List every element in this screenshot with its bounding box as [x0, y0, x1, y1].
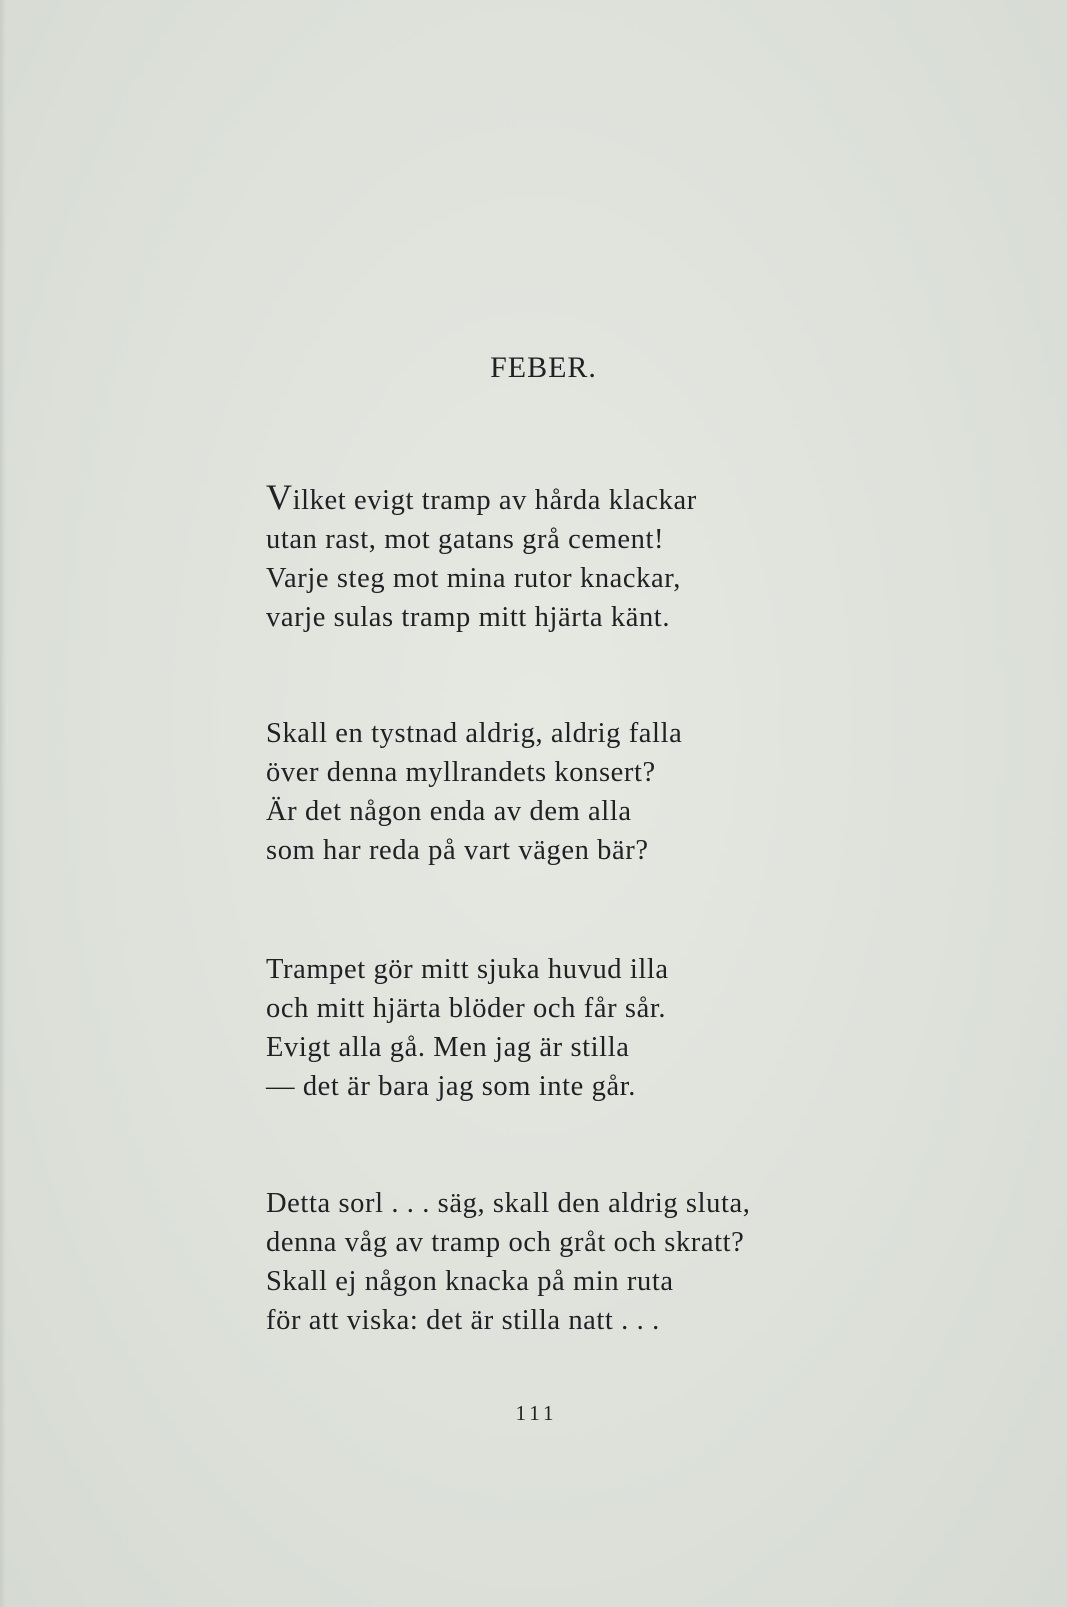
stanza-2: [266, 714, 682, 870]
stanza-1: [266, 478, 697, 637]
stanza-3: [266, 950, 669, 1106]
poem-title-text: FEBER.: [490, 351, 597, 384]
poem-line: Skall ej någon knacka på min ruta: [266, 1266, 674, 1297]
poem-line: varje sulas tramp mitt hjärta känt.: [266, 602, 671, 633]
poem-line: för att viska: det är stilla natt . . .: [266, 1305, 660, 1336]
poem-title: [0, 348, 1067, 388]
poem-line: som har reda på vart vägen bär?: [266, 835, 649, 866]
poem-line: över denna myllrandets konsert?: [266, 757, 656, 788]
poem-line: denna våg av tramp och gråt och skratt?: [266, 1227, 745, 1258]
poem-line: [266, 478, 697, 520]
poem-line: utan rast, mot gatans grå cement!: [266, 524, 665, 555]
poem-line: Är det någon enda av dem alla: [266, 796, 632, 827]
poem-line: — det är bara jag som inte går.: [266, 1071, 636, 1102]
page-number: [0, 1398, 1067, 1428]
poem-line: Detta sorl . . . säg, skall den aldrig sluta,: [266, 1188, 751, 1219]
stanza-4: [266, 1184, 751, 1340]
poem-line: Skall en tystnad aldrig, aldrig falla: [266, 718, 683, 749]
poem-line: och mitt hjärta blöder och får sår.: [266, 993, 667, 1024]
poem-line: Evigt alla gå. Men jag är stilla: [266, 1032, 630, 1063]
poem-line: Trampet gör mitt sjuka huvud illa: [266, 954, 669, 985]
poem-line: Varje steg mot mina rutor knackar,: [266, 563, 681, 594]
page-left-edge-shadow: [0, 0, 6, 1607]
initial-letter: V: [266, 477, 293, 517]
poem-line-text: ilket evigt tramp av hårda klackar: [292, 485, 697, 516]
page-number-text: 111: [515, 1401, 558, 1425]
